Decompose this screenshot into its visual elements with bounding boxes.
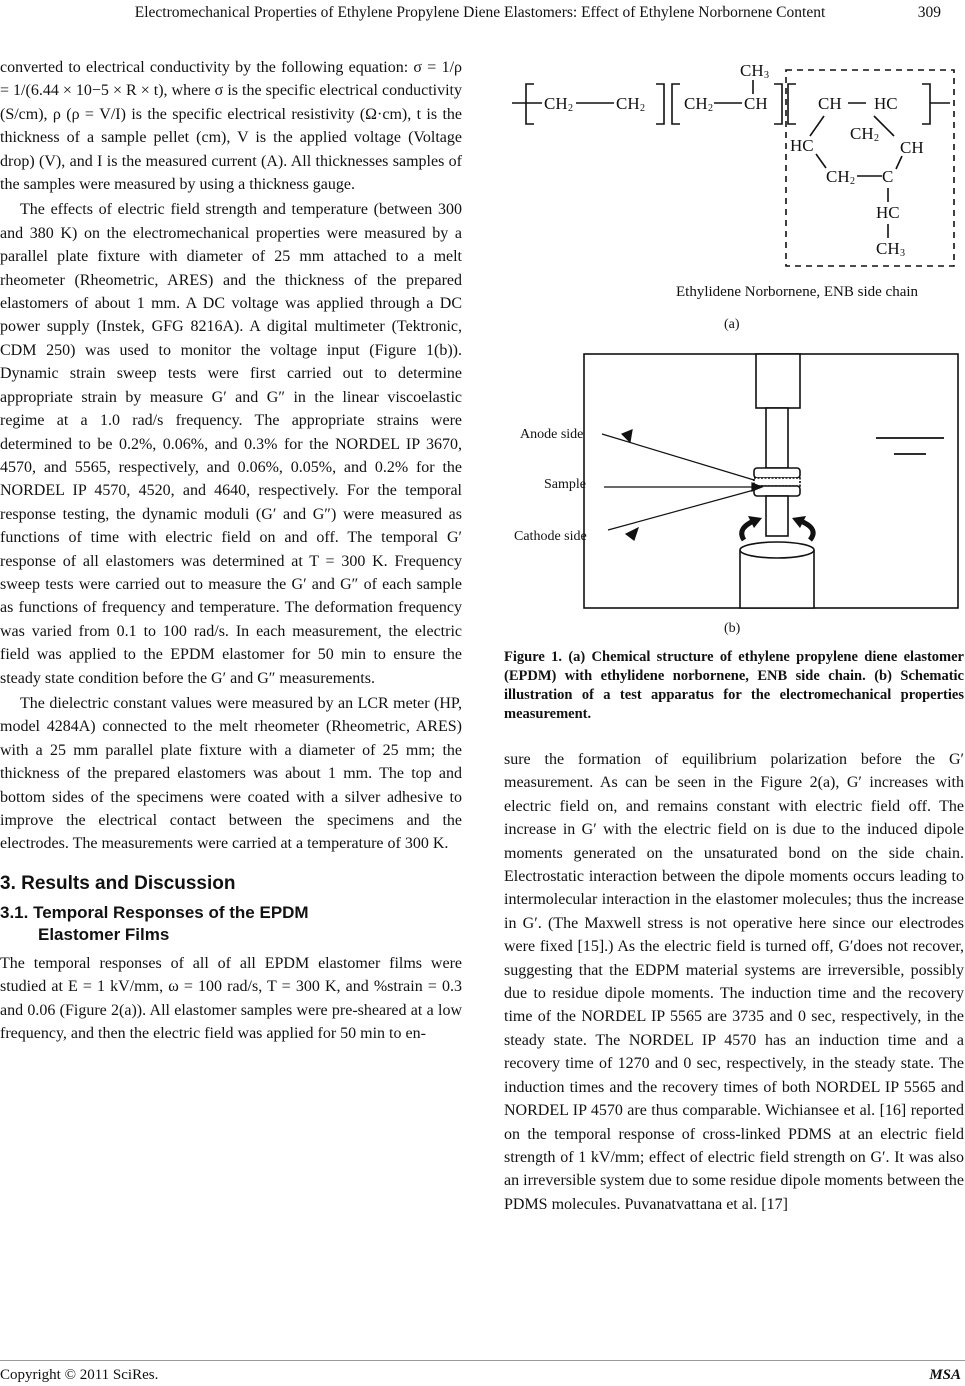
- struct-sub-3-top: 3: [764, 70, 769, 81]
- paragraph-conductivity: converted to electrical conductivity by the following equation: σ = 1/ρ = 1/(6.44 × 10−5 × R × t), where σ is the specific electrical conductivity (S/cm), ρ (ρ = V/I) is the specific electrical resistivity (Ω·cm), t is the thickness of a sample pellet (cm), V is the applied voltage (Voltage drop) (V), and I is the measured current (A). All thicknesses samples of the samples were measured by using a thickness gauge.: [0, 59, 462, 194]
- struct-ch: CH: [744, 94, 768, 113]
- struct-sub-2-b: 2: [640, 103, 645, 114]
- page-number: 309: [917, 4, 941, 21]
- subsection-heading-line1: 3.1. Temporal Responses of the EPDM: [0, 902, 309, 922]
- subsection-heading: [0, 902, 462, 946]
- figure-1b-apparatus-schematic: [504, 350, 965, 640]
- struct-ch3-bottom: CH: [876, 239, 900, 258]
- struct-ring-ch2-bottom: CH: [826, 167, 850, 186]
- struct-ring-ch: CH: [818, 94, 842, 113]
- footer-divider: [0, 1360, 965, 1361]
- struct-ch2-b: CH: [616, 94, 640, 113]
- pointer-arrows: [602, 430, 762, 540]
- struct-ring-hc: HC: [874, 94, 898, 113]
- struct-hc-side: HC: [876, 203, 900, 222]
- running-header: Electromechanical Properties of Ethylene Propylene Diene Elastomers: Effect of Ethylene Norbornene Content: [134, 4, 826, 21]
- struct-sub-2-ring: 2: [874, 133, 879, 144]
- enb-side-chain-label: Ethylidene Norbornene, ENB side chain: [676, 284, 919, 300]
- lower-electrode-shaft: [740, 496, 814, 608]
- struct-ch3-top: CH: [740, 61, 764, 80]
- struct-ring-hc2: HC: [790, 136, 814, 155]
- struct-ch2-a: CH: [544, 94, 568, 113]
- figure-label-b: (b): [724, 621, 741, 636]
- sample-between-plates: [754, 468, 800, 496]
- struct-ring-ch-right: CH: [900, 138, 924, 157]
- section-heading: 3. Results and Discussion: [0, 872, 236, 894]
- footer-copyright: Copyright © 2011 SciRes.: [0, 1367, 159, 1383]
- figure-1-caption: Figure 1. (a) Chemical structure of ethylene propylene diene elastomer (EPDM) with ethylidene norbornene, ENB side chain. (b) Schematic illustration of a test apparatus for the electromechanical properties measurement.: [504, 649, 964, 722]
- upper-electrode-shaft: [756, 354, 800, 468]
- struct-ring-ch2: CH: [850, 124, 874, 143]
- paragraph-temporal-responses: The temporal responses of all of all EPDM elastomer films were studied at E = 1 kV/mm, ω = 100 rad/s, T = 300 K, and %strain = 0.3 and 0.06 (Figure 2(a)). All elastomer samples were pre-sheared at a low frequency, and then the electric field was applied for 50 min to en-: [0, 954, 462, 1043]
- paragraph-electromechanical-methods: The effects of electric field strength and temperature (between 300 and 380 K) on the electromechanical properties were measured by a parallel plate fixture with diameter of 25 mm attached to a melt rheometer (Rheometric, ARES) and the thickness of the prepared elastomers of about 1 mm. A DC voltage was applied through a DC power supply (Instek, GFG 8216A). A digital multimeter (Tektronic, CDM 250) was used to monitor the voltage input (Figure 1(b)). Dynamic strain sweep tests were first carried out to determine appropriate strain by measure G′ and G″ in the linear viscoelastic regime at a 1.0 rad/s frequency. The appropriate strains were determined to be 0.2%, 0.06%, and 0.3% for the NORDEL IP 3670, 4570, and 5565, respectively, and 0.06%, 0.05%, and 0.2% for the NORDEL IP 4570, 4520, and 4640, respectively. For the temporal response testing, the dynamic moduli (G′ and G″) were measured as functions of time with electric field on and off. The temporal G′ response of all elastomers was determined at T = 300 K. Frequency sweep tests were carried out to measure the G′ and G″ of each sample as functions of frequency and temperature. The deformation frequency was varied from 0.1 to 100 rad/s. In each measurement, the electric field was applied to the EPDM elastomer for 50 min to ensure the steady state condition before the G′ and G″ measurements.: [0, 201, 462, 687]
- power-supply-battery-icon: [876, 354, 944, 454]
- struct-sub-2-c: 2: [708, 103, 713, 114]
- struct-sub-3-bottom: 3: [900, 248, 905, 259]
- footer-journal: MSA: [929, 1367, 961, 1383]
- sample-label: Sample: [544, 477, 586, 492]
- anode-side-label: Anode side: [520, 427, 584, 442]
- struct-sub-2-a: 2: [568, 103, 573, 114]
- subsection-heading-line2: Elastomer Films: [38, 924, 170, 944]
- figure-label-a: (a): [724, 317, 740, 332]
- struct-sub-2-bottom: 2: [850, 176, 855, 187]
- cathode-side-label: Cathode side: [514, 529, 587, 544]
- paragraph-temporal-discussion: sure the formation of equilibrium polarization before the G′ measurement. As can be seen in the Figure 2(a), G′ increases with electric field on, and remains constant with electric field off. The increase in G′ with the electric field on is due to the induced dipole moments generated on the unsaturated bond on the side chain. Electrostatic interaction between the dipole moments occurs leading to intermolecular interaction in the elastomer molecules; thus the increase in G′. (The Maxwell stress is not operative here since our electrodes were fixed [15].) As the electric field is turned off, G′does not recover, suggesting that the EDPM material systems are irreversible, possibly due to residue dipole moments. The induction time and the recovery time of the NORDEL IP 5565 are 3735 and 0 sec, respectively, in the steady state. The NORDEL IP 4570 has an induction time and a recovery time of 1270 and 0 sec, respectively, in the steady state. The induction times and the recovery times of both NORDEL IP 5565 and NORDEL IP 4570 are thus comparable. Wichiansee et al. [16] reported on the temporal response of cross-linked PDMS at an electric field strength of 1 kV/mm; effect of electric field strength on G′. It was also an irreversible system due to some residue dipole moments between the PDMS molecules. Puvanatvattana et al. [17]: [504, 751, 964, 1213]
- struct-c: C: [882, 167, 894, 186]
- figure-1a-chemical-structure: [504, 56, 965, 336]
- struct-ch2-c: CH: [684, 94, 708, 113]
- paragraph-dielectric-methods: The dielectric constant values were measured by an LCR meter (HP, model 4284A) connected to the melt rheometer (Rheometric, ARES) with a 25 mm parallel plate fixture with a diameter of 25 mm; the thickness of the prepared elastomers was about 1 mm. The top and bottom sides of the specimens were coated with a silver adhesive to improve the electrical contact between the specimens and the electrodes. The measurements were carried at a temperature of 300 K.: [0, 694, 462, 853]
- left-column: [0, 56, 462, 1045]
- right-column: [504, 748, 964, 1216]
